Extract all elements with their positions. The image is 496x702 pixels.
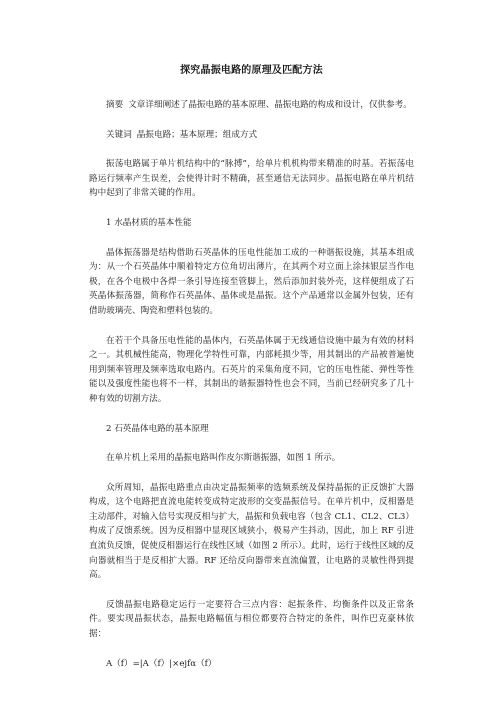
section2-paragraph-2: 众所周知，晶振电路重点由决定晶振频率的选频系统及保持晶振的正反馈扩大器构成，这个电路把直流电能转变成特定波形的交变晶振信号。在单片机中，反相器是主动部件，对输入信号实现反相与扩大，晶振和负载电容（包含 CL1、CL2、CL3）构成了反馈系统。因为反相器中显现区域狭小，极易产生抖动，因此，加上 RF 引进直流负反馈，促使反相器运行在线性区域（如图 2 所示）。此时，运行于线性区域的反向器就相当于是反相扩大器。RF 还给反向器带来直流偏置，让电路的灵敏性得到提高。 bbox=[89, 482, 414, 581]
abstract-label: 摘要 bbox=[106, 100, 124, 110]
abstract-paragraph bbox=[89, 98, 414, 113]
keywords-text: 晶振电路；基本原理；组成方式 bbox=[136, 129, 258, 140]
section1-heading: 1 水晶材质的基本性能 bbox=[106, 217, 192, 228]
abstract-text: 文章详细阐述了晶振电路的基本原理、晶振电路的构成和设计，仅供参考。 bbox=[128, 100, 412, 110]
formula: A（f）=|A（f）|×ejfα（f） bbox=[106, 658, 217, 669]
section2-paragraph-1: 在单片机上采用的晶振电路叫作皮尔斯谐振器，如图 1 所示。 bbox=[106, 453, 341, 464]
keywords-paragraph bbox=[89, 128, 414, 143]
intro-paragraph: 振荡电路属于单片机结构中的“脉搏”，给单片机机构带来精准的时基。若振荡电路运行频率产生误差，会使得计时不精确，甚至通信无法同步。晶振电路在单片机结构中起到了非常关键的作用。 bbox=[89, 159, 414, 199]
section1-paragraph-1: 晶体振荡器是结构借助石英晶体的压电性能加工成的一种谐振设施，其基本组成为：从一个石英晶体中顺着特定方位角切出薄片，在其两个对立面上涂抹银层当作电极，在各个电极中各焊一条引导连接至管脚上，然后添加封装外壳，这样便组成了石英晶体振荡器，简称作石英晶体、晶体或是晶振。这个产品通常以金属外包装，还有借助玻璃壳、陶瓷和塑料包装的。 bbox=[89, 247, 414, 316]
section1-paragraph-2: 在若干个具备压电性能的晶体内，石英晶体属于无线通信设施中最为有效的材料之一。其机械性能高，物理化学特性可靠，内部耗损少等，用其制出的产品被普遍使用到频率管理及频率选取电路内。石英片的采集角度不同，它的压电性能、弹性等性能以及强度性能也将不一样，其制出的谐振器特性也会不同，当前已经研究多了几十种有效的切割方法。 bbox=[89, 335, 414, 404]
section2-heading: 2 石英晶体电路的基本原理 bbox=[106, 423, 209, 434]
keywords-label: 关键词 bbox=[106, 129, 132, 140]
document-title: 探究晶振电路的原理及匹配方法 bbox=[180, 65, 323, 76]
section2-paragraph-3: 反馈晶振电路稳定运行一定要符合三点内容：起振条件、均衡条件以及正常条件。要实现晶振状态，晶振电路幅值与相位都要符合特定的条件，叫作巴克豪林依据： bbox=[89, 599, 414, 640]
